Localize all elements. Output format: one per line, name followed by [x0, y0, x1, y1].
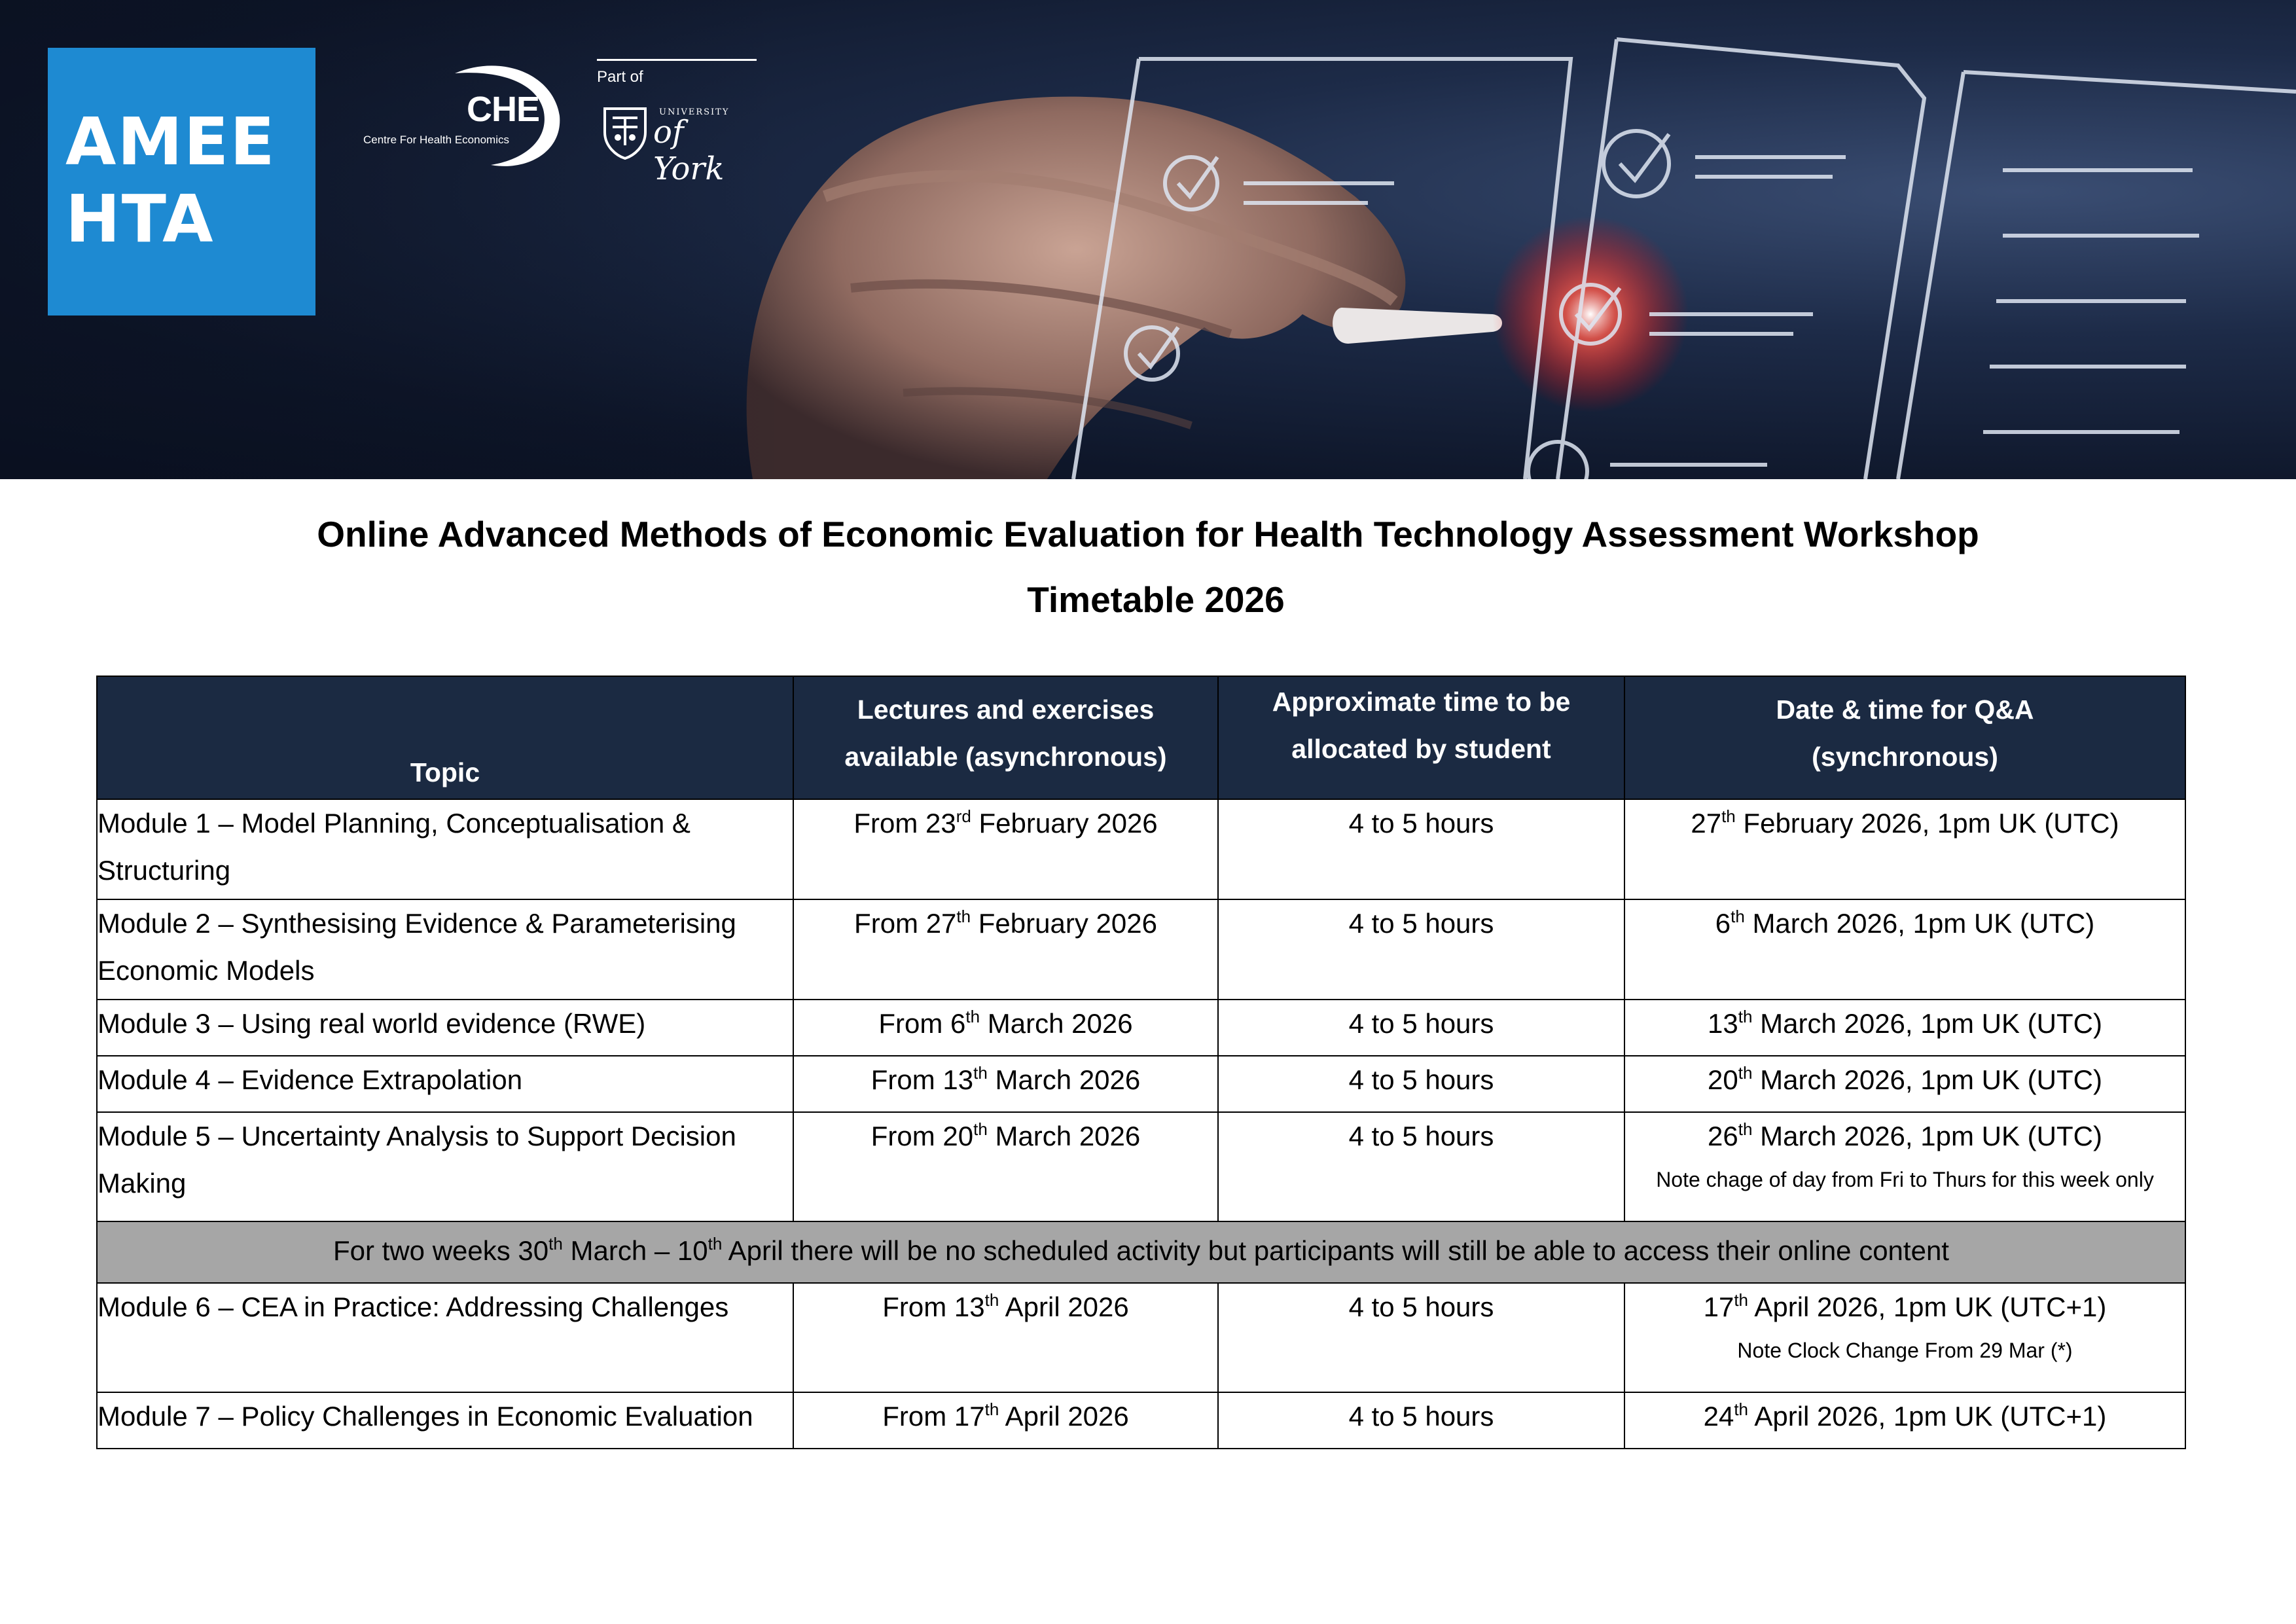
- lectures-cell: From 27th February 2026: [793, 899, 1218, 1000]
- qa-cell: 20th March 2026, 1pm UK (UTC): [1624, 1056, 2185, 1112]
- topic-cell: Module 3 – Using real world evidence (RWE): [97, 1000, 793, 1056]
- lectures-cell: From 20th March 2026: [793, 1112, 1218, 1221]
- time-cell: 4 to 5 hours: [1218, 1392, 1624, 1449]
- table-row: [97, 1000, 2185, 1056]
- timetable: [96, 676, 2186, 1449]
- hand-photo: [0, 0, 2296, 479]
- university-of-york-logo: [597, 59, 761, 187]
- part-of-label: Part of: [597, 68, 643, 86]
- table-row: [97, 799, 2185, 899]
- table-row: [97, 899, 2185, 1000]
- qa-cell: 26th March 2026, 1pm UK (UTC) Note chage of day from Fri to Thurs for this week only: [1624, 1112, 2185, 1221]
- crest-icon: [601, 105, 649, 160]
- topic-cell: Module 6 – CEA in Practice: Addressing Challenges: [97, 1283, 793, 1392]
- lectures-cell: From 6th March 2026: [793, 1000, 1218, 1056]
- time-cell: 4 to 5 hours: [1218, 1056, 1624, 1112]
- header-qa: Date & time for Q&A (synchronous): [1624, 676, 2185, 799]
- qa-cell: 6th March 2026, 1pm UK (UTC): [1624, 899, 2185, 1000]
- qa-cell: 27th February 2026, 1pm UK (UTC): [1624, 799, 2185, 899]
- topic-cell: Module 4 – Evidence Extrapolation: [97, 1056, 793, 1112]
- break-row: [97, 1221, 2185, 1283]
- york-name-label: of York: [653, 114, 725, 187]
- time-cell: 4 to 5 hours: [1218, 1000, 1624, 1056]
- page-subtitle: Timetable 2026: [1027, 579, 1285, 620]
- table-row: [97, 1283, 2185, 1392]
- time-cell: 4 to 5 hours: [1218, 799, 1624, 899]
- table-row: [97, 1112, 2185, 1221]
- lectures-cell: From 13th April 2026: [793, 1283, 1218, 1392]
- topic-cell: Module 2 – Synthesising Evidence & Parameterising Economic Models: [97, 899, 793, 1000]
- amee-hta-logo-text: AMEE HTA: [65, 103, 276, 257]
- qa-cell: 13th March 2026, 1pm UK (UTC): [1624, 1000, 2185, 1056]
- lectures-cell: From 13th March 2026: [793, 1056, 1218, 1112]
- table-row: [97, 1392, 2185, 1449]
- header-topic: Topic: [97, 676, 793, 799]
- topic-cell: Module 1 – Model Planning, Conceptualisation & Structuring: [97, 799, 793, 899]
- header-approx-time: Approximate time to be allocated by student: [1218, 676, 1624, 799]
- table-row: [97, 1056, 2185, 1112]
- page-title: Online Advanced Methods of Economic Evaluation for Health Technology Assessment Workshop: [317, 514, 1979, 554]
- break-cell: For two weeks 30th March – 10th April there will be no scheduled activity but participants will still be able to access their online content: [97, 1221, 2185, 1283]
- che-acronym: CHE: [467, 90, 540, 129]
- topic-cell: Module 7 – Policy Challenges in Economic Evaluation: [97, 1392, 793, 1449]
- qa-cell: 17th April 2026, 1pm UK (UTC+1) Note Clock Change From 29 Mar (*): [1624, 1283, 2185, 1392]
- che-logo: [363, 60, 579, 171]
- time-cell: 4 to 5 hours: [1218, 1283, 1624, 1392]
- lectures-cell: From 17th April 2026: [793, 1392, 1218, 1449]
- qa-cell: 24th April 2026, 1pm UK (UTC+1): [1624, 1392, 2185, 1449]
- topic-cell: Module 5 – Uncertainty Analysis to Support Decision Making: [97, 1112, 793, 1221]
- york-divider: [597, 59, 757, 61]
- york-university-label: UNIVERSITY: [659, 107, 730, 117]
- header-lectures: Lectures and exercises available (asynchronous): [793, 676, 1218, 799]
- che-full-name: Centre For Health Economics: [363, 134, 509, 146]
- qa-note: Note Clock Change From 29 Mar (*): [1737, 1339, 2073, 1362]
- lectures-cell: From 23rd February 2026: [793, 799, 1218, 899]
- header-banner: [0, 0, 2296, 479]
- table-header-row: [97, 676, 2185, 799]
- time-cell: 4 to 5 hours: [1218, 899, 1624, 1000]
- qa-note: Note chage of day from Fri to Thurs for this week only: [1656, 1168, 2154, 1191]
- time-cell: 4 to 5 hours: [1218, 1112, 1624, 1221]
